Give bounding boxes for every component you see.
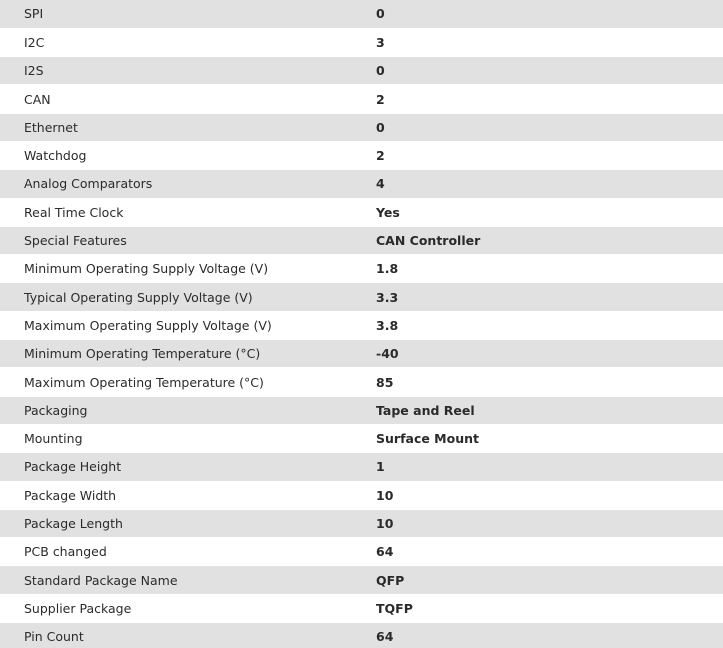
spec-row-spi: [0, 0, 723, 28]
spec-row-pin-count: [0, 623, 723, 648]
spec-row-ethernet: [0, 113, 723, 141]
spec-label: Real Time Clock: [0, 198, 376, 226]
spec-label: Package Length: [0, 509, 376, 537]
spec-value: 1: [376, 453, 723, 481]
spec-row-i2c: [0, 28, 723, 56]
spec-value: Surface Mount: [376, 424, 723, 452]
spec-value: TQFP: [376, 594, 723, 622]
spec-label: Mounting: [0, 424, 376, 452]
spec-row-max-temperature: [0, 368, 723, 396]
spec-row-typ-supply-voltage: [0, 283, 723, 311]
spec-value: 85: [376, 368, 723, 396]
spec-label: Pin Count: [0, 623, 376, 648]
spec-row-special-features: [0, 226, 723, 254]
spec-label: Special Features: [0, 226, 376, 254]
spec-label: Minimum Operating Supply Voltage (V): [0, 255, 376, 283]
spec-row-watchdog: [0, 141, 723, 169]
spec-value: 3.3: [376, 283, 723, 311]
spec-row-max-supply-voltage: [0, 311, 723, 339]
spec-label: Maximum Operating Supply Voltage (V): [0, 311, 376, 339]
spec-label: I2S: [0, 57, 376, 85]
spec-row-package-width: [0, 481, 723, 509]
spec-row-package-length: [0, 509, 723, 537]
spec-value: -40: [376, 340, 723, 368]
spec-label: Supplier Package: [0, 594, 376, 622]
spec-label: Watchdog: [0, 141, 376, 169]
spec-label: Package Height: [0, 453, 376, 481]
spec-row-can: [0, 85, 723, 113]
spec-row-packaging: [0, 396, 723, 424]
spec-row-real-time-clock: [0, 198, 723, 226]
spec-label: Packaging: [0, 396, 376, 424]
spec-value: 3: [376, 28, 723, 56]
spec-label: Standard Package Name: [0, 566, 376, 594]
spec-value: Tape and Reel: [376, 396, 723, 424]
spec-label: Analog Comparators: [0, 170, 376, 198]
spec-value: 2: [376, 85, 723, 113]
spec-value: 64: [376, 538, 723, 566]
spec-label: SPI: [0, 0, 376, 28]
spec-label: Package Width: [0, 481, 376, 509]
spec-value: 0: [376, 57, 723, 85]
spec-row-standard-package-name: [0, 566, 723, 594]
spec-row-mounting: [0, 424, 723, 452]
spec-value: 0: [376, 0, 723, 28]
spec-value: 10: [376, 481, 723, 509]
spec-value: 64: [376, 623, 723, 648]
spec-row-supplier-package: [0, 594, 723, 622]
spec-label: Maximum Operating Temperature (°C): [0, 368, 376, 396]
spec-label: PCB changed: [0, 538, 376, 566]
spec-value: QFP: [376, 566, 723, 594]
spec-value: 1.8: [376, 255, 723, 283]
spec-value: 4: [376, 170, 723, 198]
spec-row-min-supply-voltage: [0, 255, 723, 283]
spec-value: 0: [376, 113, 723, 141]
spec-label: I2C: [0, 28, 376, 56]
spec-label: Minimum Operating Temperature (°C): [0, 340, 376, 368]
spec-row-min-temperature: [0, 340, 723, 368]
spec-label: Ethernet: [0, 113, 376, 141]
spec-label: CAN: [0, 85, 376, 113]
spec-value: Yes: [376, 198, 723, 226]
spec-value: 10: [376, 509, 723, 537]
spec-row-package-height: [0, 453, 723, 481]
spec-row-analog-comparators: [0, 170, 723, 198]
spec-label: Typical Operating Supply Voltage (V): [0, 283, 376, 311]
spec-value: 3.8: [376, 311, 723, 339]
spec-value: 2: [376, 141, 723, 169]
spec-row-pcb-changed: [0, 538, 723, 566]
spec-value: CAN Controller: [376, 226, 723, 254]
spec-row-i2s: [0, 57, 723, 85]
